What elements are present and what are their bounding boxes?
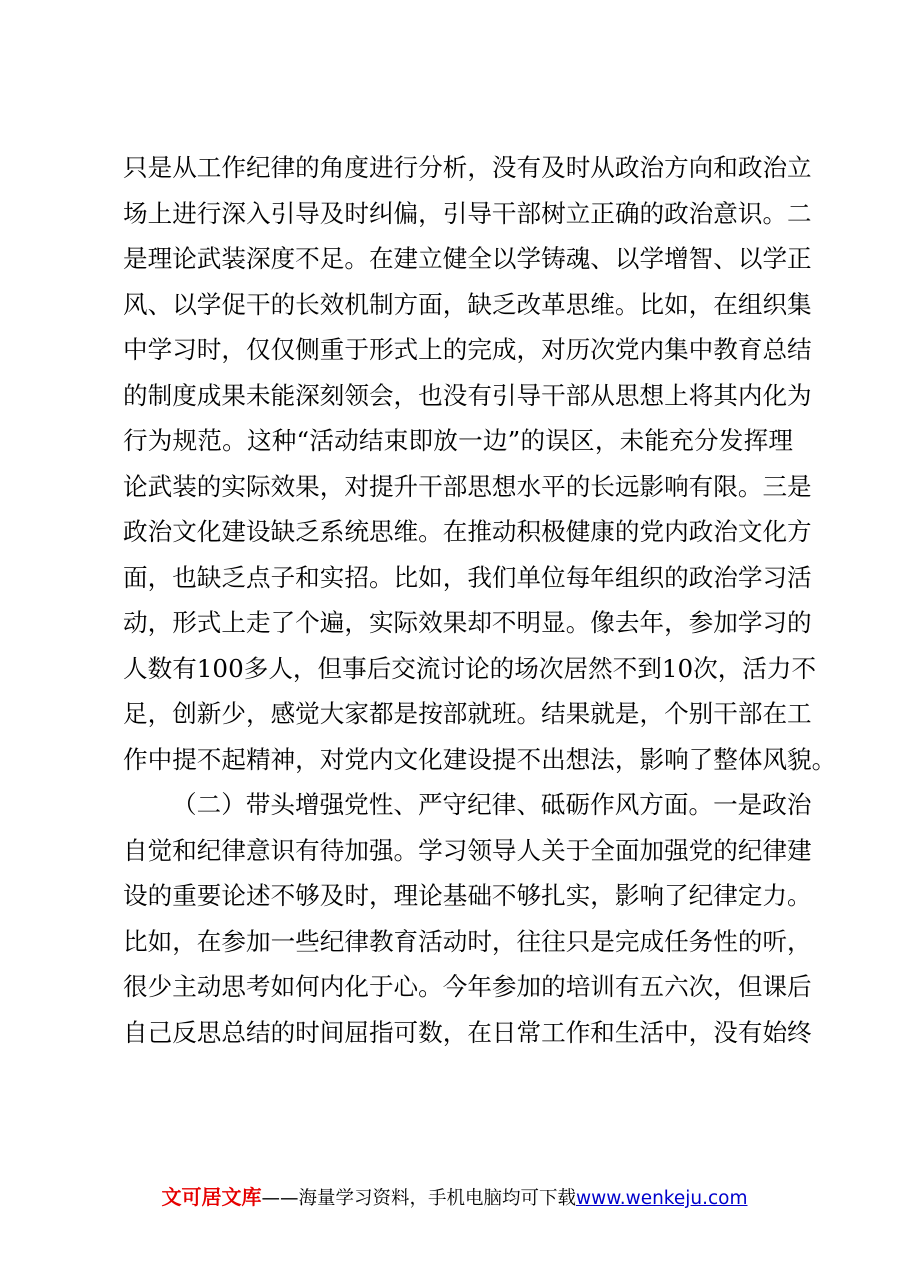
document-body <box>123 145 837 1055</box>
footer-banner <box>0 1183 909 1213</box>
body-line: 论武装的实际效果，对提升干部思想水平的长远影响有限。三是 <box>123 471 812 501</box>
body-line: 设的重要论述不够及时，理论基础不够扎实，影响了纪律定力。 <box>123 881 812 910</box>
body-line: 只是从工作纪律的角度进行分析，没有及时从政治方向和政治立 <box>123 153 812 182</box>
body-line: 场上进行深入引导及时纠偏，引导干部树立正确的政治意识。二 <box>123 198 812 228</box>
body-line: 的制度成果未能深刻领会，也没有引导干部从思想上将其内化为 <box>123 380 812 410</box>
body-line: 作中提不起精神，对党内文化建设提不出想法，影响了整体风貌。 <box>123 744 837 774</box>
body-line: 政治文化建设缺乏系统思维。在推动积极健康的党内政治文化方 <box>123 517 812 546</box>
footer-tagline: ——海量学习资料，手机电脑均可下载 <box>261 1188 576 1209</box>
body-line: 风、以学促干的长效机制方面，缺乏改革思维。比如，在组织集 <box>123 289 812 319</box>
body-line: 行为规范。这种“活动结束即放一边”的误区，未能充分发挥理 <box>123 426 793 455</box>
body-line: 面，也缺乏点子和实招。比如，我们单位每年组织的政治学习活 <box>123 562 812 592</box>
body-line: 比如，在参加一些纪律教育活动时，往往只是完成任务性的听， <box>123 926 812 956</box>
body-line: 中学习时，仅仅侧重于形式上的完成，对历次党内集中教育总结 <box>123 335 812 364</box>
body-line: 足，创新少，感觉大家都是按部就班。结果就是，个别干部在工 <box>123 699 812 728</box>
body-line: 自觉和纪律意识有待加强。学习领导人关于全面加强党的纪律建 <box>123 835 812 865</box>
body-line: 很少主动思考如何内化于心。今年参加的培训有五六次，但课后 <box>123 972 812 1001</box>
footer-url-link[interactable]: www.wenkeju.com <box>576 1188 748 1209</box>
body-line: 动，形式上走了个遍，实际效果却不明显。像去年，参加学习的 <box>123 608 812 637</box>
section-heading-line: （二）带头增强党性、严守纪律、砥砺作风方面。一是政治 <box>172 790 812 819</box>
body-line: 是理论武装深度不足。在建立健全以学铸魂、以学增智、以学正 <box>123 244 812 273</box>
body-line: 自己反思总结的时间屈指可数，在日常工作和生活中，没有始终 <box>123 1017 812 1047</box>
footer-brand: 文可居文库 <box>161 1185 262 1209</box>
body-line: 人数有100多人，但事后交流讨论的场次居然不到10次，活力不 <box>123 653 817 683</box>
